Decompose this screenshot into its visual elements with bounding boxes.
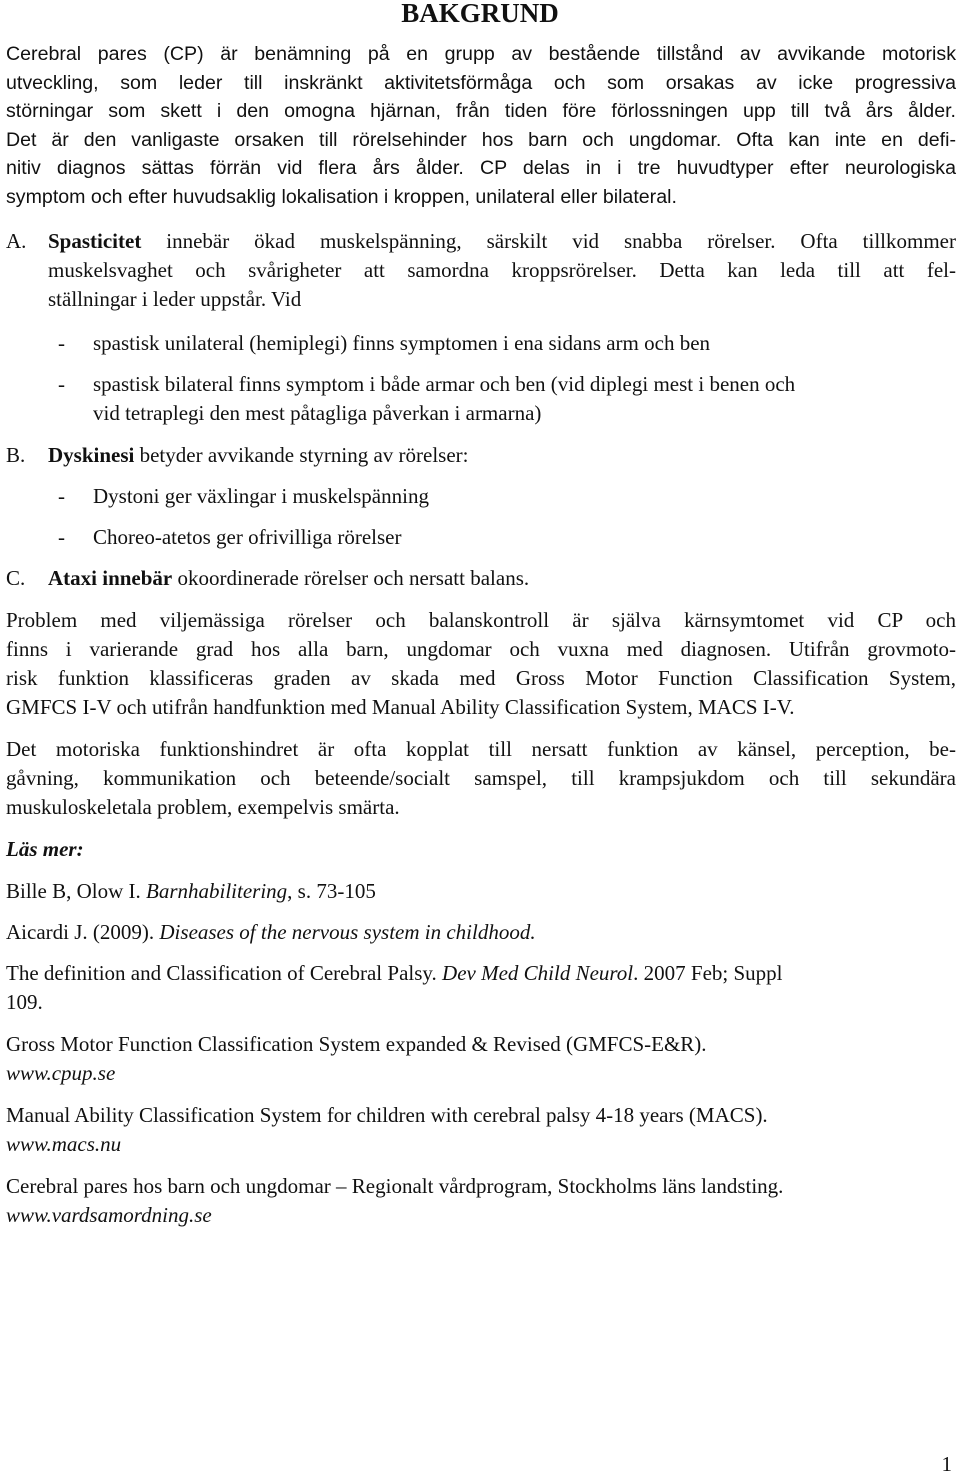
paragraph (6, 606, 956, 722)
reference-text: Cerebral pares hos barn och ungdomar – Regionalt vårdprogram, Stockholms läns landsting. (6, 1174, 784, 1198)
section-text: innebär ökad muskelspänning, särskilt vid snabba rörelser. Ofta tillkommer (141, 229, 956, 253)
text-line: muskuloskeletala problem, exempelvis smärta. (6, 795, 400, 819)
bullet-text: Dystoni ger växlingar i muskelspänning (93, 484, 429, 508)
text-line: störningar som skett i den omogna hjärnan, från tiden före förlossningen upp till två års ålder. (6, 100, 956, 123)
bullet-dash: - (58, 372, 65, 396)
section-text: okoordinerade rörelser och nersatt balans. (172, 566, 530, 590)
section-term: Spasticitet (48, 229, 142, 253)
bullet-text: spastisk bilateral finns symptom i både armar och ben (vid diplegi mest i benen och (93, 372, 796, 396)
section-term: Ataxi innebär (48, 566, 173, 590)
text-line: risk funktion klassificeras graden av skada med Gross Motor Function Classification System, (6, 666, 956, 690)
text-line: symptom och efter huvudsaklig lokalisation i kroppen, unilateral eller bilateral. (6, 185, 677, 208)
text-line: nitiv diagnos sättas förrän vid flera års ålder. CP delas in i tre huvudtyper efter neurologiska (6, 157, 956, 180)
text-line: Problem med viljemässiga rörelser och balanskontroll är själva kärnsymtomet vid CP och (6, 608, 956, 632)
text-line: utveckling, som leder till inskränkt aktivitetsförmåga och som orsakas av icke progressiva (6, 71, 956, 94)
bullet-dash: - (58, 331, 65, 355)
reference-title: Dev Med Child Neurol (442, 961, 634, 985)
reference-item (6, 1101, 768, 1159)
reference-text: 109. (6, 990, 43, 1014)
section-a-line-3: ställningar i leder uppstår. Vid (48, 287, 302, 311)
bullet-item (58, 523, 401, 552)
bullet-text: Choreo-atetos ger ofrivilliga rörelser (93, 525, 402, 549)
reference-text: The definition and Classification of Cerebral Palsy. (6, 961, 443, 985)
reference-item (6, 1172, 783, 1230)
reference-title: Diseases of the nervous system in childhood. (159, 920, 536, 944)
section-label: B. (6, 443, 26, 467)
reference-text: Manual Ability Classification System for children with cerebral palsy 4-18 years (MACS). (6, 1103, 768, 1127)
reference-link[interactable]: www.cpup.se (6, 1061, 116, 1085)
reference-item (6, 959, 783, 1017)
section-c (6, 564, 529, 593)
section-term: Dyskinesi (48, 443, 135, 467)
text-line: Det motoriska funktionshindret är ofta kopplat till nersatt funktion av känsel, perception, be- (6, 737, 956, 761)
section-label: A. (6, 229, 27, 253)
section-a (6, 227, 956, 314)
section-a-line-1 (6, 227, 956, 256)
reference-text: . 2007 Feb; Suppl (633, 961, 783, 985)
reference-item (6, 918, 536, 947)
reference-text: Bille B, Olow I. (6, 879, 146, 903)
reference-text: , s. 73-105 (287, 879, 376, 903)
page-title: BAKGRUND (401, 0, 559, 28)
bullet-dash: - (58, 484, 65, 508)
bullet-text-continued: vid tetraplegi den mest påtagliga påverkan i armarna) (93, 401, 542, 425)
text-line: finns i varierande grad hos alla barn, ungdomar och vuxna med diagnosen. Utifrån grovmoto- (6, 637, 956, 661)
text-line: gåvning, kommunikation och beteende/socialt samspel, till krampsjukdom och till sekundära (6, 766, 956, 790)
text-line: Cerebral pares (CP) är benämning på en grupp av bestående tillstånd av avvikande motorisk (6, 43, 956, 65)
bullet-text: spastisk unilateral (hemiplegi) finns symptomen i ena sidans arm och ben (93, 331, 711, 355)
reference-item (6, 877, 376, 906)
bullet-dash: - (58, 525, 65, 549)
bullet-item (58, 329, 710, 358)
section-text: betyder avvikande styrning av rörelser: (134, 443, 469, 467)
reference-text: Gross Motor Function Classification System expanded & Revised (GMFCS-E&R). (6, 1032, 707, 1056)
section-b (6, 441, 469, 470)
read-more-heading: Läs mer: (6, 837, 84, 861)
reference-item (6, 1030, 707, 1088)
page-number: 1 (941, 1452, 952, 1476)
paragraph (6, 735, 956, 822)
intro-paragraph (6, 40, 956, 212)
section-label: C. (6, 566, 26, 590)
reference-text: Aicardi J. (2009). (6, 920, 160, 944)
reference-title: Barnhabilitering (146, 879, 288, 903)
bullet-item (58, 482, 429, 511)
reference-link[interactable]: www.macs.nu (6, 1132, 122, 1156)
section-a-line-2: muskelsvaghet och svårigheter att samordna kroppsrörelser. Detta kan leda till att fel- (48, 258, 956, 282)
bullet-item (58, 370, 795, 428)
text-line: Det är den vanligaste orsaken till rörelsehinder hos barn och ungdomar. Ofta kan inte en defi- (6, 128, 956, 151)
reference-link[interactable]: www.vardsamordning.se (6, 1203, 212, 1227)
text-line: GMFCS I-V och utifrån handfunktion med Manual Ability Classification System, MACS I-V. (6, 695, 795, 719)
